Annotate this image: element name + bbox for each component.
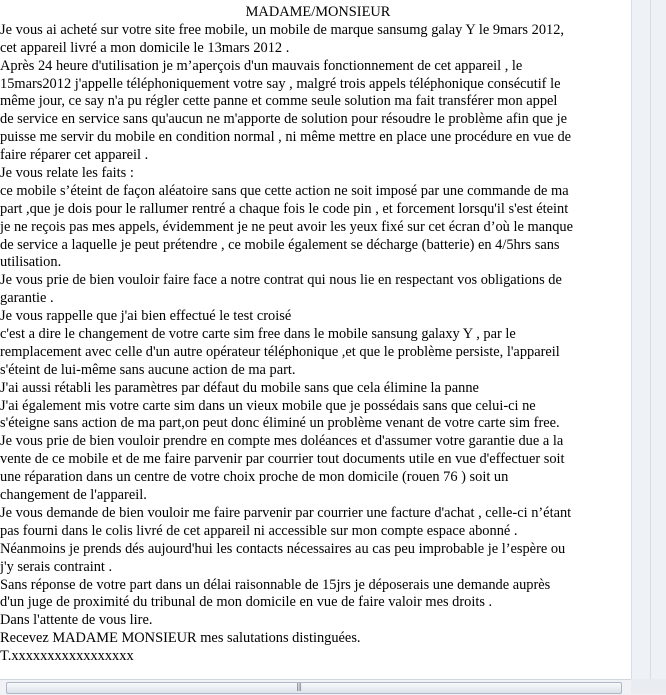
document-line: Je vous demande de bien vouloir me faire parvenir par courrier une facture d'achat , celle-ci n’étant (0, 504, 572, 521)
document-line: utilisation. (0, 254, 62, 271)
panel-divider (650, 0, 651, 679)
document-line: j'y serais contraint . (0, 558, 113, 575)
document-line: Dans l'attente de vous lire. (0, 612, 153, 629)
document-line: pas fourni dans le colis livré de cet appareil ni accessible sur mon compte espace abonné . (0, 522, 518, 539)
document-line: Après 24 heure d'utilisation je m’aperçois d'un mauvais fonctionnement de cet appareil , le (0, 57, 523, 74)
document-line: une réparation dans un centre de votre choix proche de mon domicile (rouen 76 ) soit un (0, 469, 509, 486)
document-line: Néanmoins je prends dés aujourd'hui les contacts nécessaires au cas peu improbable je l’espère ou (0, 540, 566, 557)
document-line: 15mars2012 j'appelle téléphoniquement votre say , malgré trois appels téléphonique consécutif le (0, 75, 561, 92)
scroll-grip-icon: ||| (296, 682, 302, 691)
document-line: Sans réponse de votre part dans un délai raisonnable de 15jrs je déposerais une demande auprès (0, 576, 551, 593)
document-line: c'est a dire le changement de votre carte sim free dans le mobile sansung galaxy Y , par le (0, 326, 516, 343)
document-line: cet appareil livré a mon domicile le 13mars 2012 . (0, 39, 290, 56)
document-line: s'éteigne sans action de ma part,on peut donc éliminé un problème venant de votre carte sim free. (0, 415, 560, 432)
vertical-panel (631, 0, 666, 679)
document-title: MADAME/MONSIEUR (245, 4, 391, 20)
horizontal-scroll-thumb[interactable] (6, 682, 622, 694)
document-lines (0, 22, 631, 666)
document-line: s'éteint de lui-même sans aucune action de ma part. (0, 361, 296, 378)
document-line: Je vous relate les faits : (0, 165, 134, 182)
document-line: faire réparer cet appareil . (0, 147, 149, 164)
document-body[interactable] (0, 4, 631, 666)
scroll-corner (631, 679, 666, 694)
document-line: de service en service sans qu'aucun ne m'apporte de solution pour résoudre le problème afin que je (0, 111, 568, 128)
document-line: J'ai également mis votre carte sim dans un vieux mobile que je possédais sans que celui-ci ne (0, 397, 536, 414)
document-line: part ,que je dois pour le rallumer rentré a chaque fois le code pin , et forcement lorsqu'il s'est éteint (0, 200, 569, 217)
document-line: remplacement avec celle d'un autre opérateur téléphonique ,et que le problème persiste, l'appareil (0, 343, 560, 360)
document-line: d'un juge de proximité du tribunal de mon domicile en vue de faire valoir mes droits . (0, 594, 493, 611)
document-line: Je vous ai acheté sur votre site free mobile, un mobile de marque sansumg galay Y le 9mars 2012, (0, 21, 565, 38)
document-line: Je vous rappelle que j'ai bien effectué le test croisé (0, 308, 292, 325)
document-line: vente de ce mobile et de me faire parvenir par courrier tout documents utile en vue d'effectuer soit (0, 451, 565, 468)
document-line: de service a laquelle je peut prétendre , ce mobile également se décharge (batterie) en 4/5hrs sans (0, 236, 560, 253)
document-line: ce mobile s’éteint de façon aléatoire sans que cette action ne soit imposé par une commande de ma (0, 182, 569, 199)
document-line: T.xxxxxxxxxxxxxxxxx (0, 648, 134, 665)
document-line: garantie . (0, 290, 54, 307)
document-line: je ne reçois pas mes appels, évidemment je ne peut avoir les yeux fixé sur cet écran d’où le manque (0, 218, 574, 235)
document-line: Je vous prie de bien vouloir prendre en compte mes doléances et d'assumer votre garantie due a la (0, 433, 564, 450)
document-line: Recevez MADAME MONSIEUR mes salutations distinguées. (0, 630, 361, 647)
document-line: même jour, ce say n'a pu régler cette panne et comme seule solution ma fait transférer mon appel (0, 93, 558, 110)
document-line: changement de l'appareil. (0, 487, 147, 504)
document-line: puisse me servir du mobile en condition normal , ni même mettre en place une procédure en vue de (0, 129, 572, 146)
document-line: J'ai aussi rétabli les paramètres par défaut du mobile sans que cela élimine la panne (0, 379, 479, 396)
document-line: Je vous prie de bien vouloir faire face a notre contrat qui nous lie en respectant vos obligations de (0, 272, 562, 289)
